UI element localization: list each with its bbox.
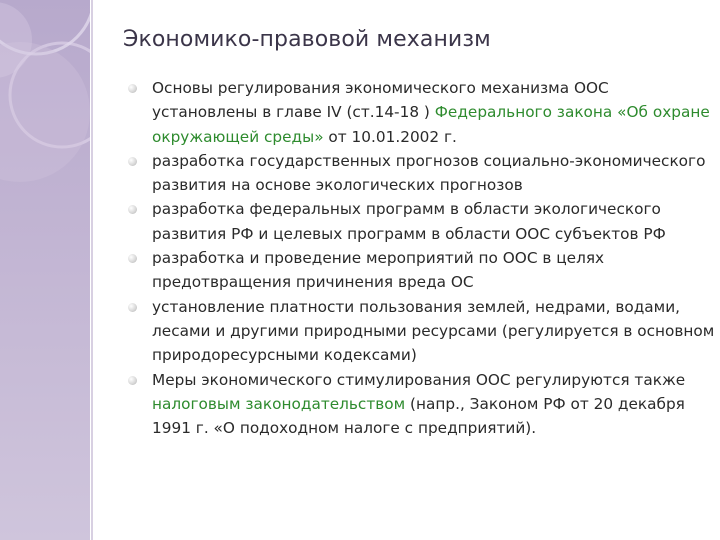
- bullet-text: разработка федеральных программ в области экологического развития РФ и целевых программ в области ООС субъектов РФ: [152, 200, 666, 243]
- bullet-text: разработка и проведение мероприятий по ООС в целях предотвращения причинения вреда ОС: [152, 249, 605, 292]
- list-item: [128, 295, 718, 368]
- list-item: [128, 246, 718, 295]
- bullet-text-end: (напр., Законом РФ от 20 декабря 1991 г. «О подоходном налоге с предприятий).: [152, 394, 685, 438]
- list-item: [128, 197, 718, 246]
- bullet-icon: [128, 303, 137, 312]
- sidebar-divider: [91, 0, 93, 540]
- bullet-list: [128, 76, 718, 440]
- slide-content: [94, 0, 720, 540]
- tax-law-reference: налоговым законодательством: [152, 394, 406, 413]
- bullet-icon: [128, 376, 137, 385]
- law-reference: Федерального закона «Об охране окружающей среды»: [152, 103, 710, 146]
- slide-title: Экономико-правовой механизм: [123, 27, 491, 52]
- list-item: [128, 76, 718, 149]
- bullet-icon: [128, 254, 137, 263]
- list-item: [128, 368, 718, 441]
- bullet-text: разработка государственных прогнозов социально-экономического развития на основе экологических прогнозов: [152, 151, 706, 195]
- bullet-icon: [128, 157, 137, 166]
- bullet-text-end: от 10.01.2002 г.: [323, 127, 457, 146]
- bullet-text: Меры экономического стимулирования ООС регулируются также: [152, 370, 686, 389]
- bullet-text: установление платности пользования землей, недрами, водами, лесами и другими природными ресурсами (регулируется в основном природоресурсными кодексами): [152, 297, 715, 365]
- list-item: [128, 149, 718, 198]
- bullet-icon: [128, 205, 137, 214]
- decorative-circles: [0, 0, 90, 540]
- decorative-sidebar: [0, 0, 90, 540]
- bullet-icon: [128, 84, 137, 93]
- bullet-text: Основы регулирования экономического механизма ООС установлены в главе IV (ст.14-18 ): [152, 79, 609, 122]
